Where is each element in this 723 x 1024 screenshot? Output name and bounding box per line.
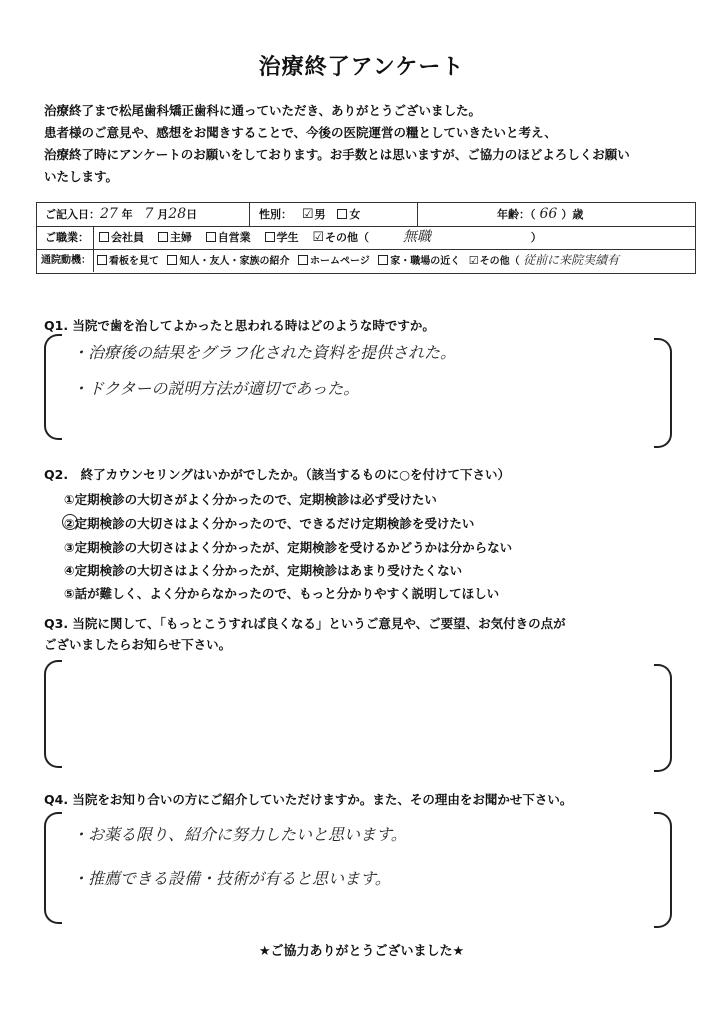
age-unit: ）歳 bbox=[561, 208, 584, 221]
q1-answer-line[interactable]: ・治療後の結果をグラフ化された資料を提供された。 bbox=[72, 343, 457, 362]
info-row-occupation bbox=[37, 226, 695, 250]
intro-text bbox=[44, 100, 684, 188]
job-label: ご職業： bbox=[45, 231, 89, 244]
date-month-value[interactable]: 7 bbox=[144, 206, 154, 222]
motive-option-checkbox[interactable]: 知人・友人・家族の紹介 bbox=[167, 256, 289, 267]
checkbox-icon bbox=[97, 255, 107, 265]
q4-bracket-right bbox=[654, 812, 672, 928]
footer-thanks: ★ご協力ありがとうございました★ bbox=[258, 944, 465, 959]
checkbox-icon bbox=[298, 255, 308, 265]
intro-line: 治療終了時にアンケートのお願いをしております。お手数とは思いますが、ご協力のほどよろしくお願い bbox=[44, 147, 630, 162]
checked-box-icon: ☑ bbox=[301, 207, 314, 222]
q3-question-line2: ございましたらお知らせ下さい。 bbox=[44, 637, 232, 652]
day-unit: 日 bbox=[186, 208, 198, 221]
age-value[interactable]: 66 bbox=[539, 206, 558, 222]
checked-box-icon: ☑ bbox=[468, 254, 479, 267]
motive-label: 通院動機： bbox=[41, 255, 91, 266]
job-other-value[interactable]: 無職 bbox=[402, 229, 431, 245]
q1-bracket-right bbox=[654, 338, 672, 448]
info-row-date bbox=[37, 203, 695, 227]
q3-bracket-left bbox=[44, 660, 62, 768]
checked-box-icon: ☑ bbox=[312, 230, 325, 245]
checkbox-icon bbox=[167, 255, 177, 265]
checkbox-icon bbox=[378, 255, 388, 265]
q2-option-selected[interactable]: ②定期検診の大切さはよく分かったので、できるだけ定期検診を受けたい bbox=[64, 516, 475, 531]
q2-option[interactable]: ①定期検診の大切さがよく分かったので、定期検診は必ず受けたい bbox=[64, 492, 437, 507]
intro-line: 患者様のご意見や、感想をお聞きすることで、今後の医院運営の糧としていきたいと考え、 bbox=[44, 125, 557, 140]
job-other-checkbox[interactable]: ☑その他（ bbox=[312, 230, 370, 245]
gender-male-checkbox[interactable]: ☑男 bbox=[301, 207, 326, 222]
q4-question: Q4. 当院をお知り合いの方にご紹介していただけますか。また、その理由をお聞かせ下さい。 bbox=[44, 792, 573, 807]
q2-option[interactable]: ④定期検診の大切さはよく分かったが、定期検診はあまり受けたくない bbox=[64, 563, 463, 578]
q3-question-line1: Q3. 当院に関して、「もっとこうすれば良くなる」というご意見や、ご要望、お気付きの点が bbox=[44, 616, 566, 631]
selected-circle-mark bbox=[62, 514, 78, 530]
q2-question: Q2. 終了カウンセリングはいかがでしたか。（該当するものに○を付けて下さい） bbox=[44, 467, 510, 482]
gender-female-checkbox[interactable]: 女 bbox=[337, 208, 360, 221]
date-year-value[interactable]: 27 bbox=[100, 206, 118, 222]
q1-bracket-left bbox=[44, 334, 62, 440]
job-option-checkbox[interactable]: 主婦 bbox=[158, 231, 192, 244]
motive-other-value[interactable]: 従前に来院実績有 bbox=[523, 253, 620, 267]
q3-answer-area[interactable] bbox=[70, 664, 650, 764]
job-option-checkbox[interactable]: 会社員 bbox=[99, 231, 144, 244]
job-option-checkbox[interactable]: 学生 bbox=[265, 231, 299, 244]
date-label: ご記入日： bbox=[45, 208, 100, 221]
checkbox-icon bbox=[99, 232, 109, 242]
info-row-motive bbox=[37, 249, 695, 272]
checkbox-icon bbox=[337, 209, 347, 219]
q1-answer-line[interactable]: ・ドクターの説明方法が適切であった。 bbox=[72, 379, 360, 398]
checkbox-icon bbox=[158, 232, 168, 242]
q4-bracket-left bbox=[44, 812, 62, 924]
motive-option-checkbox[interactable]: 看板を見て bbox=[97, 256, 159, 267]
intro-line: いたします。 bbox=[44, 169, 119, 184]
q4-answer-line[interactable]: ・推薦できる設備・技術が有ると思います。 bbox=[72, 869, 391, 888]
month-unit: 月 bbox=[157, 208, 169, 221]
motive-option-checkbox[interactable]: ホームページ bbox=[298, 256, 370, 267]
job-option-checkbox[interactable]: 自営業 bbox=[206, 231, 251, 244]
q1-question: Q1. 当院で歯を治してよかったと思われる時はどのような時ですか。 bbox=[44, 318, 435, 333]
info-table bbox=[36, 202, 696, 274]
q3-bracket-right bbox=[654, 664, 672, 772]
motive-option-checkbox[interactable]: 家・職場の近く bbox=[378, 256, 460, 267]
q4-answer-line[interactable]: ・お薬る限り、紹介に努力したいと思います。 bbox=[72, 825, 407, 844]
q2-option[interactable]: ③定期検診の大切さはよく分かったが、定期検診を受けるかどうかは分からない bbox=[64, 540, 513, 555]
page-title: 治療終了アンケート bbox=[258, 55, 465, 80]
q2-option[interactable]: ⑤話が難しく、よく分からなかったので、もっと分かりやすく説明してほしい bbox=[64, 586, 500, 601]
job-other-close: ） bbox=[530, 231, 542, 244]
checkbox-icon bbox=[265, 232, 275, 242]
intro-line: 治療終了まで松尾歯科矯正歯科に通っていただき、ありがとうございました。 bbox=[44, 103, 482, 118]
checkbox-icon bbox=[206, 232, 216, 242]
motive-other-checkbox[interactable]: ☑その他（ bbox=[468, 254, 520, 267]
date-day-value[interactable]: 28 bbox=[168, 206, 187, 222]
gender-label: 性別： bbox=[259, 208, 292, 221]
year-unit: 年 bbox=[121, 208, 133, 221]
age-label: 年齢：（ bbox=[497, 208, 536, 221]
